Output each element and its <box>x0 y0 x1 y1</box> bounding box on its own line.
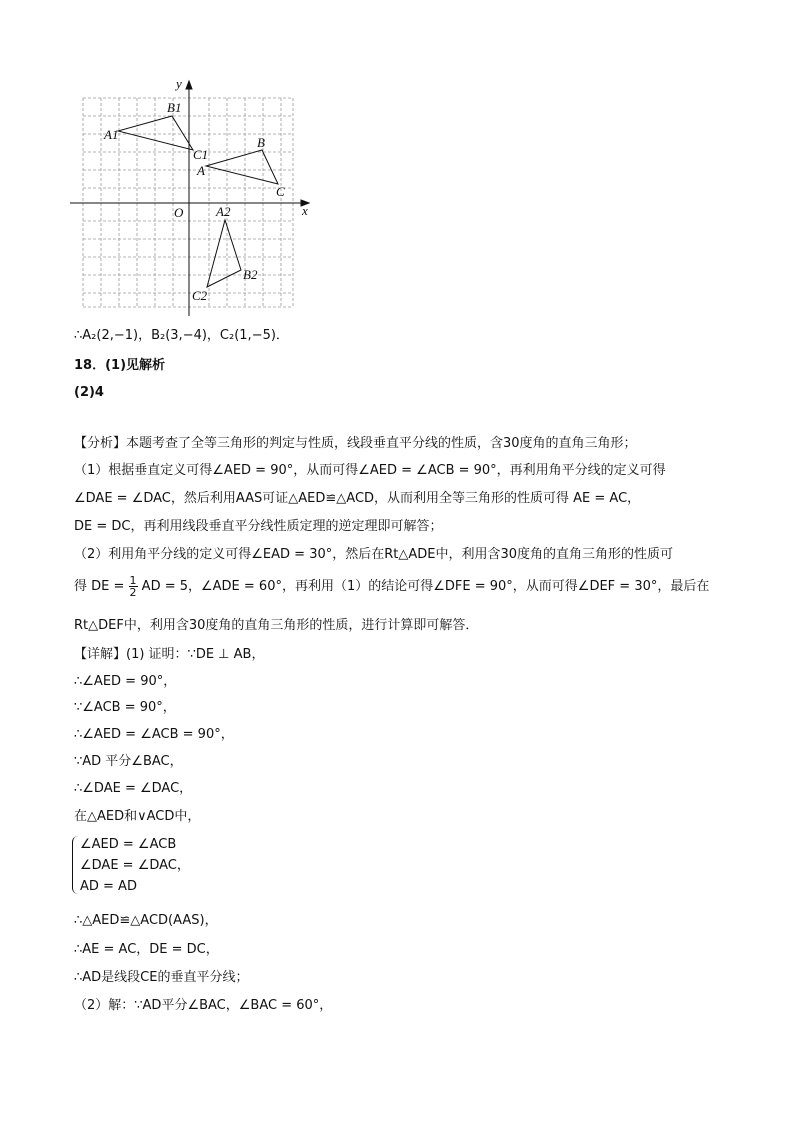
analysis-line-6-end: AD = 5，∠ADE = 60°，再利用（1）的结论可得∠DFE = 90°，从而可得∠DEF = 30°，最后在 <box>141 579 710 594</box>
detail-line-6: ∴∠DAE = ∠DAC， <box>74 781 193 796</box>
label-a2: A2 <box>216 204 231 219</box>
label-a1: A1 <box>104 127 119 142</box>
fraction-one-half <box>129 575 138 598</box>
detail-line-8: ∴△AED≌△ACD(AAS)， <box>74 913 218 928</box>
label-c2: C2 <box>192 288 208 303</box>
triangle-a1b1c1 <box>118 116 193 150</box>
analysis-line-7: Rt△DEF中，利用含30度角的直角三角形的性质，进行计算即可解答． <box>74 618 479 633</box>
triangle-a2b2c2 <box>207 220 241 287</box>
answer-18-1: 18．(1)见解析 <box>74 358 166 373</box>
detail-line-4: ∴∠AED = ∠ACB = 90°， <box>74 727 234 742</box>
detail-line-1: 【详解】(1) 证明：∵DE ⊥ AB， <box>74 647 265 662</box>
coords-line: ∴A₂(2,−1)，B₂(3,−4)，C₂(1,−5)． <box>74 328 289 343</box>
triangles <box>118 116 278 287</box>
detail-line-11: （2）解：∵AD平分∠BAC，∠BAC = 60°， <box>74 998 333 1013</box>
detail-line-5: ∵AD 平分∠BAC， <box>74 754 183 769</box>
label-b1: B1 <box>167 100 182 115</box>
analysis-line-6 <box>74 575 709 598</box>
system-line-2: ∠DAE = ∠DAC， <box>80 858 190 873</box>
origin-label: O <box>174 205 184 220</box>
detail-line-10: ∴AD是线段CE的垂直平分线； <box>74 970 249 985</box>
fraction-numerator: 1 <box>129 574 137 587</box>
y-axis-label: y <box>176 76 182 91</box>
label-b: B <box>257 135 265 150</box>
label-c1: C1 <box>193 147 209 162</box>
x-axis-label: x <box>302 203 308 218</box>
system-line-3: AD = AD <box>80 879 137 894</box>
triangle-abc <box>206 150 278 184</box>
detail-line-9: ∴AE = AC，DE = DC， <box>74 942 219 957</box>
analysis-line-1: 【分析】本题考查了全等三角形的判定与性质，线段垂直平分线的性质，含30度角的直角三角形； <box>74 436 637 451</box>
answer-18-2: (2)4 <box>74 385 104 400</box>
analysis-line-6-start: 得 DE = <box>74 579 125 594</box>
label-a: A <box>197 163 205 178</box>
analysis-line-5: （2）利用角平分线的定义可得∠EAD = 30°，然后在Rt△ADE中，利用含30度角的直角三角形的性质可 <box>74 547 674 562</box>
detail-line-7: 在△AED和∨ACD中， <box>74 809 201 824</box>
fraction-denominator: 2 <box>129 586 137 599</box>
analysis-line-2: （1）根据垂直定义可得∠AED = 90°，从而可得∠AED = ∠ACB = 90°，再利用角平分线的定义可得 <box>74 463 666 478</box>
detail-line-2: ∴∠AED = 90°， <box>74 674 177 689</box>
label-c: C <box>276 184 285 199</box>
system-line-1: ∠AED = ∠ACB <box>80 837 177 852</box>
coordinate-figure <box>0 0 794 330</box>
analysis-line-3: ∠DAE = ∠DAC，然后利用AAS可证△AED≌△ACD，从而利用全等三角形的性质可得 AE = AC， <box>74 491 641 506</box>
detail-line-3: ∵∠ACB = 90°， <box>74 700 176 715</box>
label-b2: B2 <box>243 267 258 282</box>
analysis-line-4: DE = DC，再利用线段垂直平分线性质定理的逆定理即可解答； <box>74 519 443 534</box>
